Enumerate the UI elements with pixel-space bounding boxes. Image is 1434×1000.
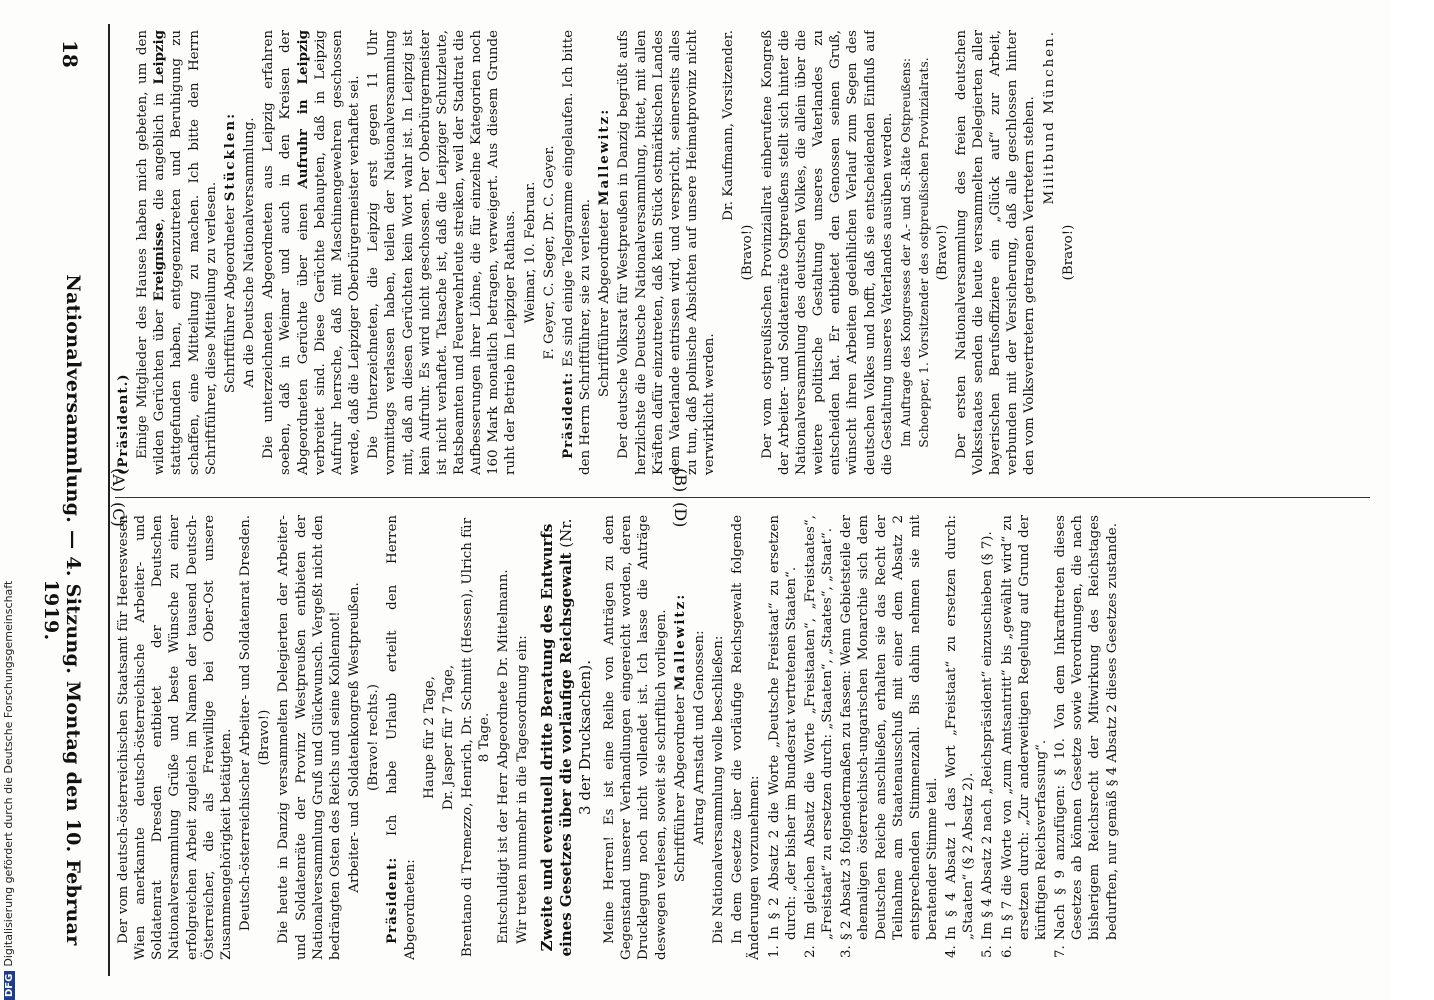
- signature: Arbeiter- und Soldatenkongreß Westpreußen.: [347, 582, 363, 893]
- amendment-item: [979, 515, 996, 960]
- amendment-number: 4.: [944, 945, 960, 958]
- addressee: An die Deutsche Nationalversammlung.: [242, 117, 258, 388]
- amendment-text: Nach § 9 anzufügen: § 10. Von dem Inkrafttreten dieses Gesetzes ab können Gesetze sowie Verordnungen, die nach bisherigem Reichsrecht der Mitwirkung des Reichstages bedurften, nur gemäß § 4 Absatz 2 dieses Gesetzes zustande.: [1053, 515, 1120, 940]
- right-column: [115, 515, 1360, 960]
- amendment-text: In § 4 Absatz 1 das Wort „Freistaat“ zu ersetzen durch: „Staaten“ (§ 2 Absatz 2).: [944, 515, 977, 940]
- clerk-label: Schriftführer Abgeordneter Stücklen:: [221, 111, 238, 394]
- place-date: Weimar, 10. Februar.: [522, 181, 538, 324]
- header-rule: [108, 24, 110, 976]
- amendment-number: 6.: [999, 945, 1015, 958]
- paragraph: Der ersten Nationalversammlung des freien deutschen Volksstaates senden die heute versammelten Delegierten aller bayerischen Berufsoffiziere ein „Glück auf“ zur Arbeit, verbunden mit der Versicherung, daß alle geschlossen hinter den vom Volksvertretern getragenen Vertretern stehen.: [953, 30, 1038, 475]
- leave-entry: Dr. Jasper für 7 Tage,: [440, 664, 456, 811]
- leave-entry: Haupe für 2 Tage,: [421, 676, 437, 799]
- amendment-item: [838, 515, 941, 960]
- margin-letter-a: (A): [109, 468, 128, 493]
- signature: Dr. Kaufmann, Vorsitzender.: [721, 30, 737, 221]
- clerk-label: Schriftführer Abgeordneter Mallewitz:: [671, 592, 688, 883]
- signature: Militbund München.: [1041, 30, 1057, 205]
- clerk-label: Schriftführer Abgeordneter Mallewitz:: [596, 107, 613, 398]
- signature: F. Geyer, C. Seger, Dr. C. Geyer.: [541, 145, 557, 360]
- speaker-label: (Präsident.): [115, 373, 131, 475]
- applause-note: (Bravo!): [934, 224, 950, 281]
- applause-note: (Bravo!): [257, 709, 273, 766]
- amendment-text: § 2 Absatz 3 folgendermaßen zu fassen: Wenn Gebietsteile der ehemaligen österreichisch-ungarischen Monarchie sich dem Deutschen Reiche anschließen, erhalten sie das Recht der Teilnahme am Staatenausschuß mit einer dem Absatz 2 entsprechenden Stimmenzahl. Bis dahin nehmen sie mit beratender Stimme teil.: [839, 515, 940, 940]
- signature: Im Auftrage des Kongresses der A.- und S.-Räte Ostpreußens:: [897, 57, 913, 448]
- applause-note: (Bravo!): [1060, 224, 1076, 281]
- paragraph: Meine Herren! Es ist eine Reihe von Anträgen zu dem Gegenstand unserer Verhandlungen eingereicht worden, deren Drucklegung noch nicht vollendet ist. Ich lasse die Anträge deswegen verlesen, soweit sie schriftlich vorliegen.: [602, 515, 669, 960]
- signature: Schoepper, 1. Vorsitzender des ostpreußischen Provinzialrats.: [915, 57, 931, 448]
- motion-title: Antrag Arnstadt und Genossen:: [691, 630, 707, 845]
- paragraph: Die heute in Danzig versammelten Delegierten der Arbeiter- und Soldatenräte der Provinz Westpreußen entbieten der Nationalversammlung Gruß und Glückwunsch. Vergeßt nicht den bedrängten Osten des Reichs und seine Kohlennot!: [276, 515, 343, 960]
- paragraph: Die unterzeichneten Abgeordneten aus Leipzig erfahren soeben, daß in Weimar und auch in den Kreisen der Abgeordneten Gerüchte über einen Aufruhr in Leipzig verbreitet sind. Diese Gerüchte behaupten, daß in Leipzig Aufruhr herrsche, daß mit Maschinengewehren geschossen werde, daß die Leipziger Oberbürgermeister verhaftet sei.: [261, 30, 363, 475]
- column-divider: [115, 497, 1370, 498]
- paragraph: In dem Gesetze über die vorläufige Reichsgewalt folgende Änderungen vorzunehmen:: [730, 515, 763, 960]
- amendment-item: [766, 515, 800, 960]
- paragraph: Wir treten nunmehr in die Tagesordnung ein:: [515, 635, 531, 944]
- paragraph: Der vom deutsch-österreichischen Staatsamt für Heereswesen Wien anerkannte deutsch-österreichische Arbeiter- und Soldatenrat Dresden entbietet der Deutschen Nationalversammlung Grüße und beste Wünsche zu einer erfolgreichen Arbeit zugleich im Namen der tausend Deutsch-Österreicher, die als Freiwillige bei Ober-Ost unsere Zusammengehörigkeit betätigten.: [116, 515, 234, 960]
- funding-text: Digitalisierung gefördert durch die Deutsche Forschungsgemeinschaft: [2, 580, 15, 967]
- amendment-item: [802, 515, 836, 960]
- amendment-number: 1.: [766, 945, 782, 958]
- paragraph: Der deutsche Volksrat für Westpreußen in Danzig begrüßt aufs herzlichste die Deutsche Nationalversammlung, bittet, mit allen Kräften dafür einzutreten, daß kein Stück ostmärkischen Landes dem Vaterlande entrissen wird, und verspricht, seinerseits alles zu tun, daß polnische Absichten auf unsere Heimatprovinz nicht verwirklicht werden.: [616, 30, 718, 475]
- amendment-text: Im § 4 Absatz 2 nach „Reichspräsident“ einzuschieben (§ 7).: [980, 531, 996, 940]
- applause-note: (Bravo! rechts.): [366, 684, 382, 791]
- amendment-text: In § 7 die Worte von „zum Amtsantritt“ bis „gewählt wird“ zu ersetzen durch: „Zur anderweitigen Regelung auf Grund der künftigen Reichsverfassung“.: [999, 515, 1049, 940]
- applause-note: (Bravo!): [740, 224, 756, 281]
- amendment-number: 2.: [802, 945, 818, 958]
- paragraph: Präsident: Es sind einige Telegramme eingelaufen. Ich bitte den Herrn Schriftführer, sie zu verlesen.: [559, 30, 594, 475]
- leave-entry: Brentano di Tremezzo, Henrich, Dr. Schmitt (Hessen), Ulrich für 8 Tage.: [459, 517, 493, 958]
- amendment-number: 3.: [839, 945, 855, 958]
- margin-letter-c: (C): [109, 502, 128, 527]
- paragraph: Der vom ostpreußischen Provinziallrat einberufene Kongreß der Arbeiter- und Soldatenräte Ostpreußens stellt sich hinter die Nationalversammlung des deutschen Volkes, die allein über die weitere politische Gestaltung unseres Vaterlandes zu entscheiden hat. Er entbietet den Genossen seinen Gruß, wünscht ihren Arbeiten gedeihlichen Verlauf zum Segen des deutschen Volkes und hofft, daß sie entscheidenden Einfluß auf die Gestaltung unseres Vaterlandes ausüben werden.: [759, 30, 895, 475]
- agenda-heading: Zweite und eventuell dritte Beratung des Entwurfs eines Gesetzes über die vorläufige Reichsgewalt (Nr. 3 der Drucksachen).: [537, 518, 594, 957]
- dfg-logo: DFG: [4, 971, 15, 1000]
- amendment-item: [943, 515, 977, 960]
- amendment-list: [766, 515, 1121, 960]
- paragraph: Präsident: Ich habe Urlaub erteilt den Herren Abgeordneten:: [384, 515, 418, 960]
- amendment-text: Im gleichen Absatz die Worte „Freistaaten“, „Freistaates“, „Freistaat“ zu ersetzen durch: „Staaten“, „Staates“, „Staat“.: [802, 515, 836, 940]
- margin-letter-d: (D): [671, 502, 690, 528]
- signature: Deutsch-österreichischer Arbeiter- und Soldatenrat Dresden.: [238, 515, 254, 932]
- amendment-item: [999, 515, 1050, 960]
- amendment-number: 7.: [1053, 945, 1069, 958]
- margin-letter-b: (B): [671, 468, 690, 493]
- paragraph: Die Unterzeichneten, die Leipzig erst gegen 11 Uhr vormittags verlassen haben, teilen der Nationalversammlung mit, daß an diesen Gerüchten kein Wort wahr ist. In Leipzig ist kein Aufruhr. Es wird nicht geschossen. Der Oberbürgermeister ist nicht verhaftet. Tatsache ist, daß die Leipziger Schutzleute, Ratsbeamten und Feuerwehrleute streiken, weil der Stadtrat die Aufbesserungen ihrer Löhne, die für einzelne Kategorien noch 160 Mark monatlich betragen, verweigert. Aus diesem Grunde ruht der Betrieb im Leipziger Rathaus.: [366, 30, 519, 475]
- paragraph: Einige Mitglieder des Hauses haben mich gebeten, um den wilden Gerüchten über Ereignisse, die angeblich in Leipzig stattgefunden haben, entgegenzutreten und Beruhigung zu schaffen, eine Mitteilung zu machen. Ich bitte den Herrn Schriftführer, diese Mitteilung zu verlesen.: [135, 30, 219, 475]
- left-column: [115, 30, 1360, 475]
- amendment-number: 5.: [980, 945, 996, 958]
- paragraph: Entschuldigt ist der Herr Abgeordnete Dr. Mittelmann.: [496, 569, 512, 944]
- page-number: 18: [58, 40, 82, 68]
- amendment-item: [1052, 515, 1121, 960]
- amendment-text: In § 2 Absatz 2 die Worte „Deutsche Freistaat“ zu ersetzen durch: „der bisher im Bundesrat vertretenen Staaten“.: [766, 515, 799, 940]
- paragraph: Die Nationalversammlung wolle beschließen:: [711, 635, 727, 944]
- funding-footer: [2, 580, 20, 1000]
- running-title: Nationalversammlung. — 4. Sitzung. Montag den 10. Februar 1919.: [40, 274, 84, 946]
